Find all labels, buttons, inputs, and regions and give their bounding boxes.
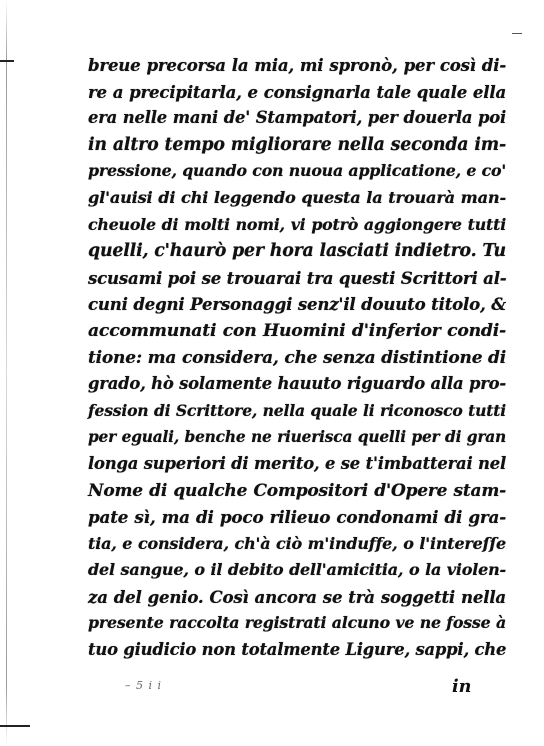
text-line: gl'auisi di chi leggendo questa la trouarà man-	[88, 187, 506, 207]
text-line: in altro tempo migliorare nella seconda im-	[88, 134, 506, 155]
text-line: grado, hò solamente hauuto riguardo alla pro-	[88, 374, 506, 394]
text-line: breue precorsa la mia, mi spronò, per così di-	[88, 55, 506, 75]
page-text	[88, 52, 506, 664]
text-line: era nelle mani de' Stampatori, per douerla poi	[88, 108, 506, 128]
text-line: tuo giudicio non totalmente Ligure, sappi, che	[88, 640, 507, 660]
text-line: accommunati con Huomini d'inferior condi-	[88, 320, 506, 341]
catchword: in	[452, 676, 472, 697]
text-line: re a precipitarla, e consignarla tale quale ella	[88, 81, 506, 102]
text-line: za del genio. Così ancora se trà soggetti nella	[88, 586, 506, 607]
signature-mark: – 5 i i	[125, 679, 163, 692]
text-line: tia, e considera, ch'à ciò m'induffe, o l'intereſſe	[88, 533, 506, 553]
text-line: longa superiori di merito, e se t'imbatterai nel	[88, 453, 506, 473]
text-line: per eguali, benche ne riuerisca quelli per di gran	[88, 428, 506, 447]
text-line: cuni degni Personaggi senz'il douuto titolo, &	[88, 294, 506, 315]
text-line: pressione, quando con nuoua applicatione, e co'	[88, 161, 506, 181]
text-line: presente raccolta registrati alcuno ve ne fosse à	[88, 613, 506, 633]
text-line: cheuole di molti nomi, vi potrò aggiongere tutti	[88, 214, 506, 234]
left-edge-mark	[0, 60, 14, 62]
text-line: scusami poi se trouarai tra questi Scrittori al-	[88, 267, 507, 288]
text-line: Nome di qualche Compositori d'Opere stam-	[88, 480, 506, 501]
text-line: tione: ma considera, che senza distintione di	[88, 347, 506, 368]
bottom-edge-mark	[0, 725, 30, 727]
text-line: fession di Scrittore, nella quale li riconosco tutti	[88, 400, 506, 420]
page-edge	[6, 0, 7, 746]
text-line: pate sì, ma di poco rilieuo condonami di gra-	[88, 507, 506, 528]
corner-mark	[512, 33, 522, 34]
text-line: del sangue, o il debito dell'amicitia, o la violen-	[88, 560, 506, 580]
text-line: quelli, c'haurò per hora lasciati indietro. Tu	[88, 241, 506, 262]
